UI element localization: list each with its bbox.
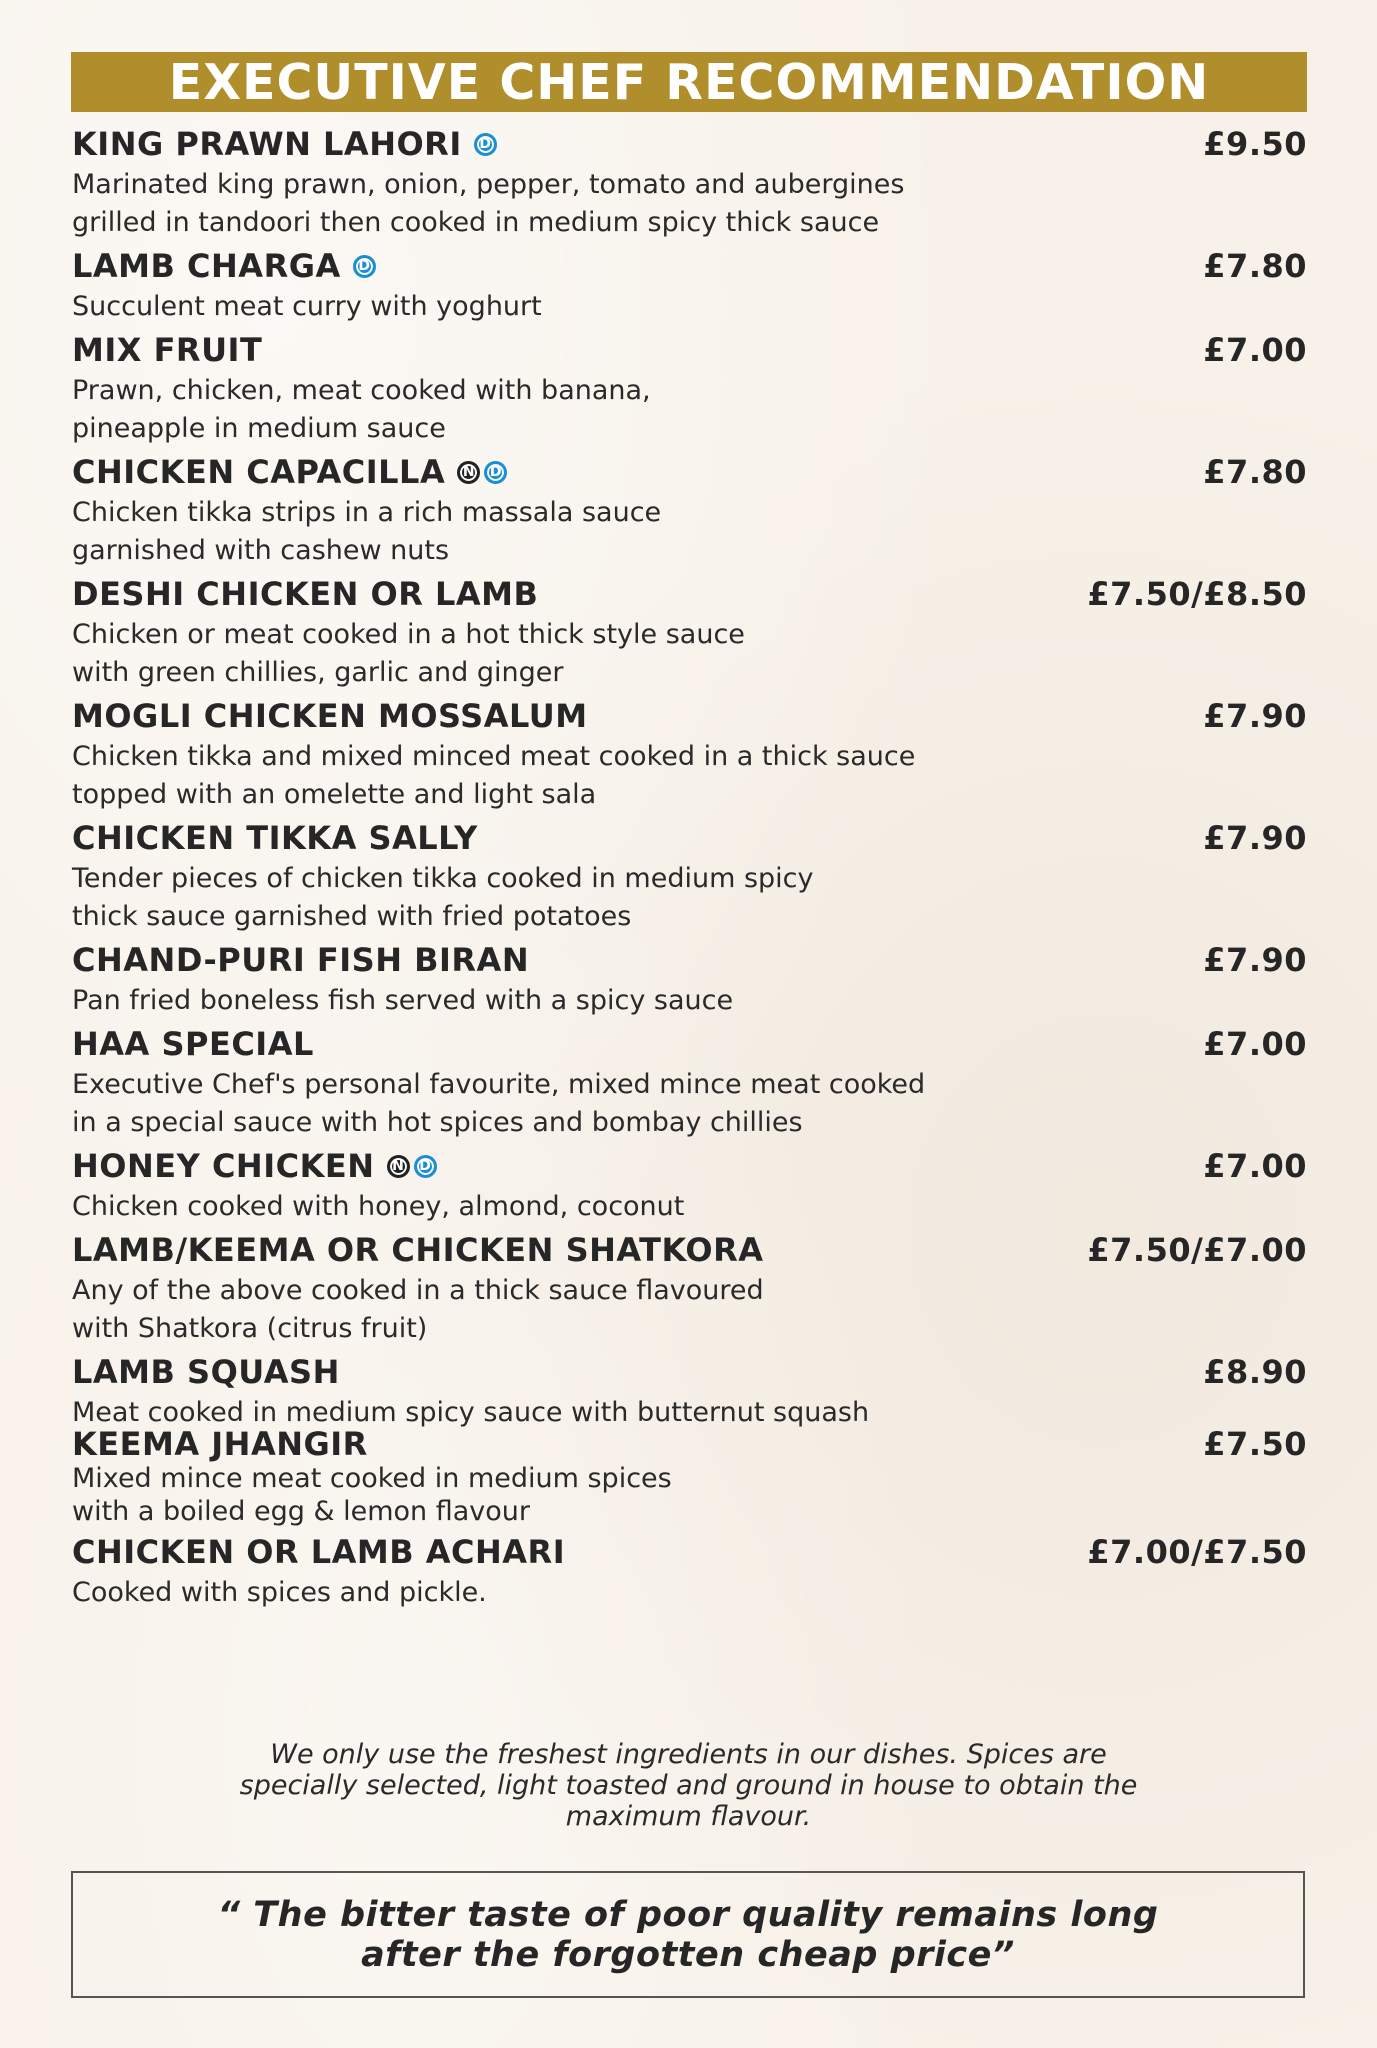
menu-item-name: MOGLI CHICKEN MOSSALUM	[72, 697, 588, 735]
menu-item-name: KING PRAWN LAHORI	[72, 125, 462, 163]
menu-item-header	[72, 326, 1307, 374]
menu-item	[72, 242, 1307, 326]
menu-item-name: HAA SPECIAL	[72, 1025, 314, 1063]
menu-item-header	[72, 242, 1307, 290]
menu-item-name: KEEMA JHANGIR	[72, 1425, 368, 1463]
page-title: EXECUTIVE CHEF RECOMMENDATION	[168, 53, 1210, 111]
dietary-badges	[474, 133, 497, 156]
nuts-badge-icon: N	[387, 1155, 410, 1178]
menu-item-header	[72, 570, 1307, 618]
menu-item-header	[72, 1528, 1307, 1576]
menu-item-name: LAMB CHARGA	[72, 247, 341, 285]
menu-item-price: £7.80	[1203, 453, 1307, 491]
menu-item	[72, 326, 1307, 448]
dietary-badges	[387, 1155, 437, 1178]
menu-list	[72, 120, 1307, 1612]
ingredients-note: We only use the freshest ingredients in our dishes. Spices are specially selected, light toasted and ground in house to obtain the maximum flavour.	[239, 1739, 1138, 1832]
menu-item	[72, 1020, 1307, 1142]
quote-box	[71, 1871, 1305, 1998]
menu-item	[72, 1528, 1307, 1612]
menu-item-header	[72, 120, 1307, 168]
menu-item	[72, 1226, 1307, 1348]
nuts-badge-icon: N	[457, 461, 480, 484]
menu-item-description: Tender pieces of chicken tikka cooked in medium spicy thick sauce garnished with fried potatoes	[72, 863, 814, 932]
menu-item-header	[72, 448, 1307, 496]
menu-item-price: £7.50/£8.50	[1087, 575, 1307, 613]
menu-item-name: CHICKEN TIKKA SALLY	[72, 819, 478, 857]
menu-item-price: £7.00	[1203, 1025, 1307, 1063]
dietary-badges	[353, 255, 376, 278]
menu-item-description: Chicken or meat cooked in a hot thick style sauce with green chillies, garlic and ginger	[72, 619, 745, 688]
menu-item-header	[72, 1226, 1307, 1274]
quote-text: “ The bitter taste of poor quality remains long after the forgotten cheap price”	[217, 1894, 1159, 1975]
dairy-badge-icon: D	[484, 461, 507, 484]
menu-item-description: Mixed mince meat cooked in medium spices with a boiled egg & lemon flavour	[72, 1463, 672, 1527]
menu-item-price: £7.80	[1203, 247, 1307, 285]
menu-item	[72, 936, 1307, 1020]
menu-item	[72, 570, 1307, 692]
menu-item-price: £7.50	[1203, 1425, 1307, 1463]
menu-item-price: £7.90	[1203, 941, 1307, 979]
menu-item-price: £7.00	[1203, 1147, 1307, 1185]
menu-item	[72, 814, 1307, 936]
menu-item-description: Marinated king prawn, onion, pepper, tomato and aubergines grilled in tandoori then cooked in medium spicy thick sauce	[72, 169, 905, 238]
menu-item-name: LAMB SQUASH	[72, 1353, 340, 1391]
menu-item-name: HONEY CHICKEN	[72, 1147, 375, 1185]
menu-item-description: Any of the above cooked in a thick sauce flavoured with Shatkora (citrus fruit)	[72, 1275, 764, 1344]
menu-item-name: LAMB/KEEMA OR CHICKEN SHATKORA	[72, 1231, 764, 1269]
menu-item	[72, 1424, 1307, 1528]
menu-item-price: £7.90	[1203, 819, 1307, 857]
menu-item-header	[72, 1424, 1307, 1464]
menu-item	[72, 692, 1307, 814]
dietary-badges	[457, 461, 507, 484]
header-banner	[71, 52, 1307, 112]
menu-item-header	[72, 1020, 1307, 1068]
menu-item-price: £8.90	[1203, 1353, 1307, 1391]
menu-item-description: Meat cooked in medium spicy sauce with butternut squash	[72, 1397, 870, 1428]
menu-item	[72, 1348, 1307, 1432]
dairy-badge-icon: D	[353, 255, 376, 278]
menu-item-name: CHAND-PURI FISH BIRAN	[72, 941, 530, 979]
menu-item-name: DESHI CHICKEN OR LAMB	[72, 575, 539, 613]
menu-item-price: £7.00/£7.50	[1087, 1533, 1307, 1571]
menu-item-name: MIX FRUIT	[72, 331, 263, 369]
menu-item-description: Chicken tikka and mixed minced meat cooked in a thick sauce topped with an omelette and light sala	[72, 741, 916, 810]
menu-item-description: Succulent meat curry with yoghurt	[72, 291, 542, 322]
menu-item-price: £7.00	[1203, 331, 1307, 369]
menu-item-price: £9.50	[1203, 125, 1307, 163]
menu-item	[72, 1142, 1307, 1226]
menu-item-name: CHICKEN OR LAMB ACHARI	[72, 1533, 566, 1571]
menu-item	[72, 448, 1307, 570]
menu-item-price: £7.90	[1203, 697, 1307, 735]
menu-item-header	[72, 1142, 1307, 1190]
menu-item-header	[72, 692, 1307, 740]
menu-item	[72, 120, 1307, 242]
menu-item-header	[72, 1348, 1307, 1396]
menu-item-description: Prawn, chicken, meat cooked with banana, pineapple in medium sauce	[72, 375, 651, 444]
dairy-badge-icon: D	[474, 133, 497, 156]
menu-item-description: Chicken cooked with honey, almond, coconut	[72, 1191, 685, 1222]
menu-item-header	[72, 814, 1307, 862]
menu-item-description: Cooked with spices and pickle.	[72, 1577, 487, 1608]
dairy-badge-icon: D	[414, 1155, 437, 1178]
menu-item-name: CHICKEN CAPACILLA	[72, 453, 446, 491]
menu-item-header	[72, 936, 1307, 984]
menu-item-description: Pan fried boneless fish served with a spicy sauce	[72, 985, 734, 1016]
menu-item-description: Chicken tikka strips in a rich massala sauce garnished with cashew nuts	[72, 497, 662, 566]
menu-item-price: £7.50/£7.00	[1087, 1231, 1307, 1269]
menu-item-description: Executive Chef's personal favourite, mixed mince meat cooked in a special sauce with hot spices and bombay chillies	[72, 1069, 926, 1138]
